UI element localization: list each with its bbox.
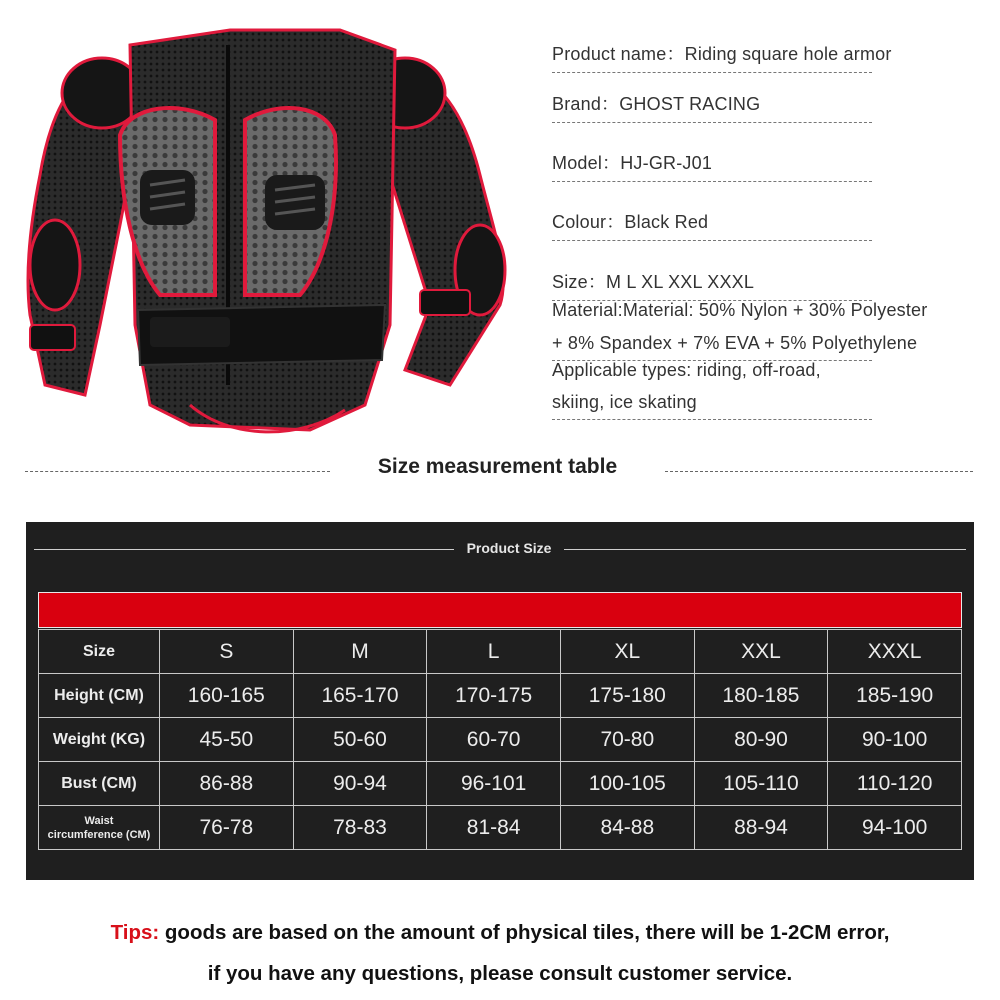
table-cell: 90-94 xyxy=(293,762,427,806)
row-label: Size xyxy=(39,630,160,674)
size-table xyxy=(38,629,962,850)
table-cell: M xyxy=(293,630,427,674)
row-label-line2: circumference (CM) xyxy=(47,828,151,841)
row-label: Weight (KG) xyxy=(39,718,160,762)
tips-text-line1: goods are based on the amount of physical tiles, there will be 1-2CM error, xyxy=(159,921,890,944)
table-cell: 175-180 xyxy=(560,674,694,718)
spec-product-name: Product name：Riding square hole armor xyxy=(552,40,872,73)
spec-model: Model：HJ-GR-J01 xyxy=(552,149,872,182)
table-row xyxy=(39,630,962,674)
table-cell: 70-80 xyxy=(560,718,694,762)
size-table-heading-text: Size measurement table xyxy=(377,455,618,478)
table-cell: 94-100 xyxy=(828,806,962,850)
armor-jacket-image xyxy=(10,25,525,440)
panel-title: Product Size xyxy=(466,540,552,556)
table-cell: L xyxy=(427,630,561,674)
table-cell: 50-60 xyxy=(293,718,427,762)
size-table-heading xyxy=(0,455,1000,485)
red-header-bar xyxy=(38,592,962,628)
tips-text-line2: if you have any questions, please consult customer service. xyxy=(207,962,793,985)
table-row xyxy=(39,762,962,806)
table-row xyxy=(39,674,962,718)
table-row xyxy=(39,806,962,850)
row-label xyxy=(39,806,160,850)
table-cell: 96-101 xyxy=(427,762,561,806)
table-cell: 165-170 xyxy=(293,674,427,718)
table-cell: S xyxy=(160,630,294,674)
tips-line1 xyxy=(0,912,1000,953)
product-size-panel xyxy=(26,522,974,880)
table-row xyxy=(39,718,962,762)
panel-divider-left xyxy=(34,549,454,550)
heading-divider-left xyxy=(25,471,330,472)
table-cell: 76-78 xyxy=(160,806,294,850)
table-cell: 185-190 xyxy=(828,674,962,718)
panel-title-row xyxy=(34,540,966,558)
spec-colour: Colour：Black Red xyxy=(552,208,872,241)
table-cell: 160-165 xyxy=(160,674,294,718)
tips-note xyxy=(0,912,1000,994)
table-cell: 88-94 xyxy=(694,806,828,850)
spec-material-line1: Material:Material: 50% Nylon + 30% Polyester xyxy=(552,300,928,320)
table-cell: 110-120 xyxy=(828,762,962,806)
row-label-line1: Waist xyxy=(84,814,114,827)
table-cell: 78-83 xyxy=(293,806,427,850)
heading-divider-right xyxy=(665,471,973,472)
spec-applicable-line1: Applicable types: riding, off-road, xyxy=(552,360,821,380)
table-cell: 105-110 xyxy=(694,762,828,806)
row-label: Height (CM) xyxy=(39,674,160,718)
table-cell: XXL xyxy=(694,630,828,674)
spec-material-line2: + 8% Spandex + 7% EVA + 5% Polyethylene xyxy=(552,333,872,361)
table-cell: XXXL xyxy=(828,630,962,674)
table-cell: 84-88 xyxy=(560,806,694,850)
spec-applicable-line2: skiing, ice skating xyxy=(552,392,872,420)
table-cell: 100-105 xyxy=(560,762,694,806)
tips-label: Tips: xyxy=(110,921,160,944)
table-cell: 86-88 xyxy=(160,762,294,806)
spec-brand: Brand：GHOST RACING xyxy=(552,90,872,123)
table-cell: 180-185 xyxy=(694,674,828,718)
table-cell: 60-70 xyxy=(427,718,561,762)
table-cell: 80-90 xyxy=(694,718,828,762)
panel-divider-right xyxy=(564,549,966,550)
table-cell: 90-100 xyxy=(828,718,962,762)
table-cell: XL xyxy=(560,630,694,674)
table-cell: 45-50 xyxy=(160,718,294,762)
table-cell: 170-175 xyxy=(427,674,561,718)
row-label: Bust (CM) xyxy=(39,762,160,806)
spec-size: Size：M L XL XXL XXXL xyxy=(552,268,872,301)
table-cell: 81-84 xyxy=(427,806,561,850)
